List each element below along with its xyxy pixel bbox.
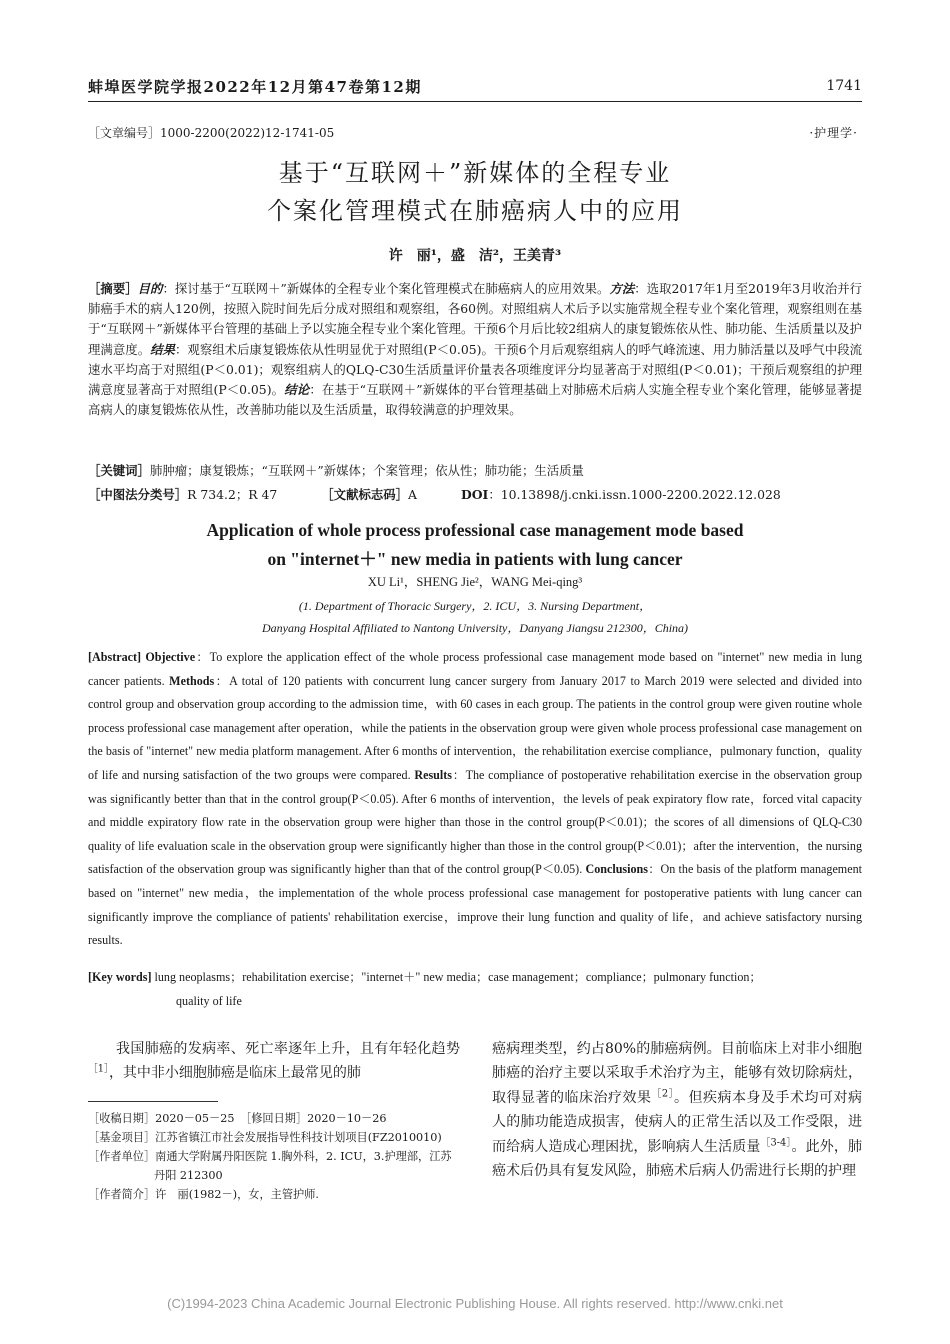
en-methods-text: ：A total of 120 patients with concurrent lung cancer surgery from January 2017 to March 2019 were selected and divided into control group and observation group according to the admission time，with 60 cases in each group. The patients in the control group were given routine whole process professional case management after operation，while the patients in the observation group were given whole process professional case management on the basis of "internet" new media platform management. After 6 months of intervention，the rehabilitation exercise compliance，pulmonary function，quality of life and nursing satisfaction of the two groups were compared.: [88, 673, 862, 782]
article-number-value: 1000-2200(2022)12-1741-05: [160, 126, 335, 140]
english-abstract: [88, 646, 862, 953]
page-number: 1741: [826, 78, 862, 94]
article-number: [88, 124, 334, 141]
chinese-title-line1: 基于“互联网＋”新媒体的全程专业: [278, 159, 672, 187]
affiliation-line2: Danyang Hospital Affiliated to Nantong University，Danyang Jiangsu 212300，China): [261, 621, 689, 635]
chinese-authors: 许 丽¹，盛 洁²，王美青³: [388, 248, 562, 264]
body-right-column: [492, 1037, 862, 1183]
english-title-line1: Application of whole process professional case management mode based: [206, 520, 744, 540]
keywords-label: ［关键词］: [88, 463, 150, 478]
doi-value: ：10.13898/j.cnki.issn.1000-2200.2022.12.028: [488, 487, 781, 502]
footnote-fund: ［基金项目］江苏省镇江市社会发展指导性科技计划项目(FZ2010010): [88, 1131, 442, 1144]
results-label: 结果: [150, 341, 175, 357]
chinese-title: [0, 154, 950, 230]
clc-value: R 734.2；R 47: [187, 487, 278, 502]
en-methods-label: Methods: [169, 673, 215, 688]
en-abstract-label: [Abstract]: [88, 650, 142, 664]
english-title-line2: on "internet＋" new media in patients with lung cancer: [267, 549, 683, 569]
article-number-label: ［文章编号］: [88, 126, 161, 140]
body-left-text-b: ，其中非小细胞肺癌是临床上最常见的肺: [108, 1065, 361, 1081]
body-right-text-b: 。但疾病本身及手术均可对病人的肺功能造成损害，使病人的正常生活以及工作受限，进而给病人造成心理困扰，影响病人生活质量: [492, 1089, 862, 1155]
en-keywords-label: [Key words]: [88, 970, 152, 984]
footnote-bio: ［作者简介］许 丽(1982－)，女，主管护师.: [88, 1188, 319, 1201]
copyright-notice: (C)1994-2023 China Academic Journal Electronic Publishing House. All rights reserved. http://www.cnki.net: [167, 1296, 783, 1311]
journal-header: 蚌埠医学院学报2022年12月第47卷第12期: [88, 78, 422, 96]
english-title: [0, 516, 950, 574]
en-conclusions-text: ：On the basis of the platform management based on "internet" new media，the implementation of the whole process professional case management for postoperative patients with lung cancer can significantly improve the compliance of patients' rehabilitation exercise，improve their lung function and quality of life，and achieve satisfactory nursing results.: [88, 862, 862, 948]
en-objective-label: Objective: [145, 650, 196, 664]
footnote-unit: ［作者单位］南通大学附属丹阳医院 1.胸外科，2. ICU，3.护理部，江苏 丹阳 212300: [88, 1150, 452, 1182]
header-divider: [88, 101, 862, 102]
keywords-text: 肺肿瘤；康复锻炼；“互联网＋”新媒体；个案管理；依从性；肺功能；生活质量: [149, 463, 584, 478]
results-text: ：观察组术后康复锻炼依从性明显优于对照组(P＜0.05)。干预6个月后观察组病人的呼气峰流速、用力肺活量以及呼气中段流速水平均高于对照组(P＜0.01)；观察组病人的QLQ-C30生活质量评价量表各项维度评分均显著高于对照组(P＜0.01)；干预后观察组的护理满意度显著高于对照组(P＜0.05)。: [88, 341, 863, 398]
body-left-column: [88, 1037, 460, 1085]
english-affiliation: [0, 595, 950, 639]
en-results-label: Results: [414, 767, 453, 782]
methods-label: 方法: [609, 281, 635, 296]
en-conclusions-label: Conclusions: [585, 862, 648, 877]
doi-label: DOI: [460, 487, 489, 502]
section-label: ·护理学·: [809, 126, 858, 140]
en-keywords-line2: quality of life: [176, 993, 242, 1008]
objective-label: 目的: [137, 281, 163, 296]
doc-code-label: ［文献标志码］: [321, 487, 409, 502]
english-keywords: [88, 966, 862, 1013]
chinese-title-line2: 个案化管理模式在肺癌病人中的应用: [267, 197, 683, 225]
en-keywords-line1: lung neoplasms；rehabilitation exercise；"internet＋" new media；case management；compliance；pulmonary function；: [154, 970, 762, 984]
methods-text: ：选取2017年1月至2019年3月收治并行肺癌手术的病人120例，按照入院时间先后分成对照组和观察组，各60例。对照组病人术后予以实施常规全程专业个案化管理，观察组则在基于“互联网＋”新媒体平台管理的基础上予以实施全程专业个案化管理。干预6个月后比较2组病人的康复锻炼依从性、肺功能、生活质量以及护理满意度。: [88, 281, 863, 357]
body-left-text-a: 我国肺癌的发病率、死亡率逐年上升，且有年轻化趋势: [116, 1041, 460, 1057]
affiliation-line1: (1. Department of Thoracic Surgery，2. ICU，3. Nursing Department，: [298, 599, 652, 613]
en-objective-text: ：To explore the application effect of the whole process professional case management mode based on "internet" new media in lung cancer patients.: [88, 650, 862, 688]
citation-3-4: ［3-4］: [760, 1136, 792, 1148]
citation-1: ［1］: [88, 1063, 109, 1075]
english-authors: XU Li¹，SHENG Jie²，WANG Mei-qing³: [367, 575, 583, 589]
footnotes: [88, 1109, 460, 1204]
objective-text: ：探讨基于“互联网＋”新媒体的全程专业个案化管理模式在肺癌病人的应用效果。: [162, 281, 610, 296]
body-right-text-a: 癌病理类型，约占80%的肺癌病例。目前临床上对非小细胞肺癌的治疗主要以采取手术治疗为主，能够有效切除病灶，取得显著的临床治疗效果: [492, 1041, 862, 1106]
classification-line: [88, 485, 862, 505]
en-results-text: ：The compliance of postoperative rehabilitation exercise in the observation group was significantly better than that in the control group(P＜0.05). After 6 months of intervention，the levels of peak expiratory flow rate，forced vital capacity and middle expiratory flow rate in the observation group were higher than those in the control group(P＜0.01)；the scores of all dimensions of QLQ-C30 quality of life evaluation scale in the observation group were significantly higher than those in the control group(P＜0.01)；after the intervention，the nursing satisfaction of the observation group was significantly higher than that of the control group(P＜0.05).: [88, 767, 862, 877]
chinese-keywords: [88, 461, 862, 481]
conclusion-text: ：在基于“互联网＋”新媒体的平台管理基础上对肺癌术后病人实施全程专业个案化管理，能够显著提高病人的康复锻炼依从性，改善肺功能以及生活质量，取得较满意的护理效果。: [88, 382, 863, 418]
abstract-label: ［摘要］: [88, 281, 138, 296]
clc-label: ［中图法分类号］: [88, 487, 188, 502]
body-right-text-c: 。此外，肺癌术后仍具有复发风险，肺癌术后病人仍需进行长期的护理: [492, 1138, 863, 1180]
doc-code-value: A: [408, 487, 417, 502]
chinese-abstract: [88, 279, 862, 420]
conclusion-label: 结论: [284, 382, 310, 398]
footnote-divider: [88, 1101, 218, 1102]
citation-2: ［2］: [651, 1088, 674, 1100]
footnote-received: ［收稿日期］2020－05－25 ［修回日期］2020－10－26: [88, 1112, 387, 1125]
